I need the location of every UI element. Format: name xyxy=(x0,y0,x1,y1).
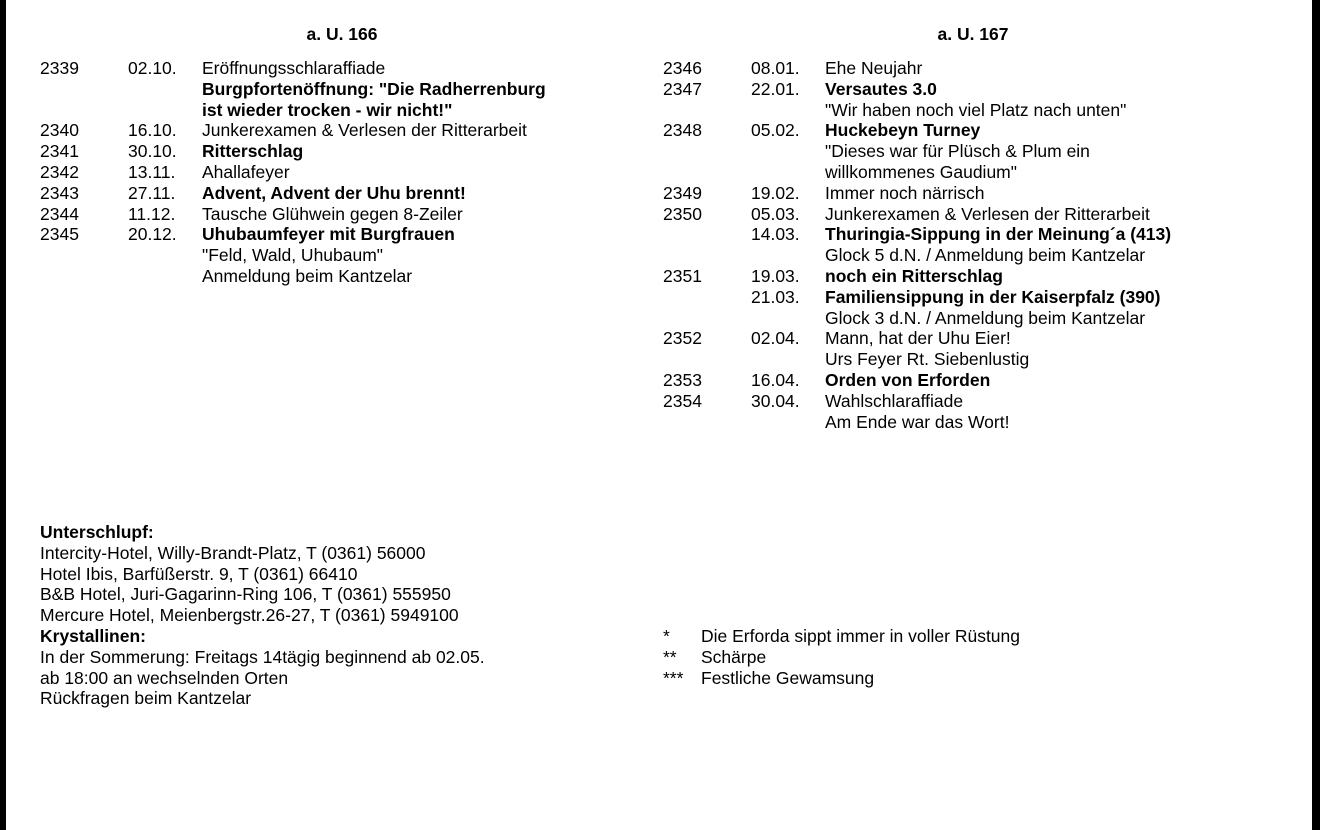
session-number: 2340 xyxy=(40,120,79,141)
session-number xyxy=(663,412,751,433)
session-date: 02.10. xyxy=(128,58,177,78)
session-title: Immer noch närrisch xyxy=(825,182,985,203)
schedule-row xyxy=(40,162,546,183)
session-date: 08.01. xyxy=(751,58,800,78)
hotel-entry: Hotel Ibis, Barfüßerstr. 9, T (0361) 66410 xyxy=(40,563,358,584)
footnote xyxy=(663,626,1020,647)
schedule-row xyxy=(40,266,546,287)
session-number xyxy=(40,100,128,121)
hotel-entry: B&B Hotel, Juri-Gagarinn-Ring 106, T (0361) 555950 xyxy=(40,584,451,605)
session-number: 2346 xyxy=(663,58,702,78)
footnote-text: Die Erforda sippt immer in voller Rüstung xyxy=(701,626,1021,646)
footnote-marker: ** xyxy=(663,646,677,667)
session-number: 2347 xyxy=(663,78,702,99)
session-title: Junkerexamen & Verlesen der Ritterarbeit xyxy=(202,120,527,141)
session-date xyxy=(751,412,825,433)
schedule-row xyxy=(663,391,1171,412)
schedule-row xyxy=(40,79,546,100)
session-number xyxy=(663,100,751,121)
session-date xyxy=(128,245,202,266)
session-title: ist wieder trocken - wir nicht!" xyxy=(202,99,453,120)
session-number: 2344 xyxy=(40,203,79,224)
session-number: 2348 xyxy=(663,120,702,141)
session-title: Glock 5 d.N. / Anmeldung beim Kantzelar xyxy=(825,245,1146,266)
session-date: 05.02. xyxy=(751,120,800,141)
session-number xyxy=(663,141,751,162)
footnote xyxy=(663,668,1020,689)
footnote-marker: * xyxy=(663,626,670,646)
schedule-row xyxy=(40,100,546,121)
session-date: 16.04. xyxy=(751,369,800,390)
schedule-row xyxy=(663,141,1171,162)
session-title: noch ein Ritterschlag xyxy=(825,265,1003,286)
session-title: Ahallafeyer xyxy=(202,161,290,182)
unterschlupf-heading: Unterschlupf: xyxy=(40,522,154,542)
session-date xyxy=(751,308,825,329)
session-number xyxy=(663,308,751,329)
session-date xyxy=(128,100,202,121)
session-title: Huckebeyn Turney xyxy=(825,120,981,141)
hotel-entry: Mercure Hotel, Meienbergstr.26-27, T (0361) 5949100 xyxy=(40,605,459,626)
session-title: willkommenes Gaudium" xyxy=(825,161,1017,182)
krystallinen-line: In der Sommerung: Freitags 14tägig beginnend ab 02.05. xyxy=(40,646,485,667)
session-number xyxy=(663,349,751,370)
session-title: Urs Feyer Rt. Siebenlustig xyxy=(825,349,1030,370)
schedule-row xyxy=(663,183,1171,204)
schedule-row xyxy=(663,58,1171,79)
session-number: 2352 xyxy=(663,328,702,349)
session-number xyxy=(40,266,128,287)
schedule-row xyxy=(663,328,1171,349)
session-date: 11.12. xyxy=(128,203,176,224)
session-number: 2353 xyxy=(663,369,702,390)
session-date: 16.10. xyxy=(128,120,177,141)
footnote-text: Festliche Gewamsung xyxy=(701,667,875,688)
session-title: Eröffnungsschlaraffiade xyxy=(202,58,386,78)
schedule-row xyxy=(663,204,1171,225)
session-title: Uhubaumfeyer mit Burgfrauen xyxy=(202,224,455,245)
session-date xyxy=(751,245,825,266)
session-date: 19.02. xyxy=(751,182,800,203)
session-date: 21.03. xyxy=(751,286,800,307)
session-title: Advent, Advent der Uhu brennt! xyxy=(202,182,466,203)
column-title-left: a. U. 166 xyxy=(306,24,378,44)
column-title-right: a. U. 167 xyxy=(937,24,1009,44)
footnote-marker: *** xyxy=(663,667,684,688)
schedule-rows-right xyxy=(663,58,1171,432)
session-date: 19.03. xyxy=(751,265,800,286)
schedule-row xyxy=(663,120,1171,141)
session-title: Ehe Neujahr xyxy=(825,58,923,78)
session-title: "Feld, Wald, Uhubaum" xyxy=(202,245,384,266)
session-date xyxy=(128,266,202,287)
session-number: 2339 xyxy=(40,58,79,78)
session-title: Anmeldung beim Kantzelar xyxy=(202,265,413,286)
session-title: Am Ende war das Wort! xyxy=(825,411,1010,432)
session-number: 2345 xyxy=(40,224,79,245)
session-title: "Wir haben noch viel Platz nach unten" xyxy=(825,99,1127,120)
footnote-text: Schärpe xyxy=(701,646,767,667)
session-date: 30.10. xyxy=(128,141,177,162)
schedule-row xyxy=(663,162,1171,183)
session-date: 05.03. xyxy=(751,203,800,224)
session-number xyxy=(663,287,751,308)
schedule-row xyxy=(663,370,1171,391)
schedule-rows-left xyxy=(40,58,546,287)
schedule-row xyxy=(663,349,1171,370)
schedule-row xyxy=(663,412,1171,433)
schedule-row xyxy=(663,308,1171,329)
session-number: 2342 xyxy=(40,161,79,182)
session-title: Junkerexamen & Verlesen der Ritterarbeit xyxy=(825,203,1150,224)
session-date: 14.03. xyxy=(751,224,800,245)
session-date: 27.11. xyxy=(128,182,176,203)
session-number: 2351 xyxy=(663,265,702,286)
session-title: Orden von Erforden xyxy=(825,369,991,390)
session-date xyxy=(751,141,825,162)
session-number xyxy=(40,245,128,266)
session-title: Wahlschlaraffiade xyxy=(825,390,964,411)
session-number: 2341 xyxy=(40,141,79,162)
schedule-row xyxy=(40,141,546,162)
session-date: 02.04. xyxy=(751,328,800,349)
schedule-row xyxy=(40,58,546,79)
footnote xyxy=(663,647,1020,668)
schedule-row xyxy=(663,266,1171,287)
schedule-row xyxy=(40,224,546,245)
schedule-row xyxy=(663,245,1171,266)
session-number: 2349 xyxy=(663,182,702,203)
session-date: 13.11. xyxy=(128,161,176,182)
session-date xyxy=(751,100,825,121)
session-date xyxy=(128,79,202,100)
hotel-entry: Intercity-Hotel, Willy-Brandt-Platz, T (0361) 56000 xyxy=(40,542,426,563)
schedule-row xyxy=(40,183,546,204)
session-date: 30.04. xyxy=(751,390,800,411)
krystallinen-line: ab 18:00 an wechselnden Orten xyxy=(40,667,289,688)
session-date: 20.12. xyxy=(128,224,177,245)
schedule-row xyxy=(40,245,546,266)
schedule-row xyxy=(663,287,1171,308)
session-number xyxy=(40,79,128,100)
schedule-row xyxy=(40,204,546,225)
session-number: 2350 xyxy=(663,203,702,224)
session-title: Versautes 3.0 xyxy=(825,78,937,99)
session-date xyxy=(751,349,825,370)
session-title: Glock 3 d.N. / Anmeldung beim Kantzelar xyxy=(825,307,1146,328)
session-title: Thuringia-Sippung in der Meinung´a (413) xyxy=(825,224,1172,245)
footnotes xyxy=(663,626,1020,688)
session-number xyxy=(663,224,751,245)
session-title: Ritterschlag xyxy=(202,141,304,162)
session-date: 22.01. xyxy=(751,78,800,99)
document-page xyxy=(6,0,1312,830)
schedule-row xyxy=(663,79,1171,100)
session-title: Familiensippung in der Kaiserpfalz (390) xyxy=(825,286,1161,307)
session-date xyxy=(751,162,825,183)
krystallinen-heading: Krystallinen: xyxy=(40,625,146,646)
session-title: "Dieses war für Plüsch & Plum ein xyxy=(825,141,1090,162)
session-title: Mann, hat der Uhu Eier! xyxy=(825,328,1011,349)
schedule-row xyxy=(40,120,546,141)
session-title: Burgpfortenöffnung: "Die Radherrenburg xyxy=(202,78,546,99)
session-title: Tausche Glühwein gegen 8-Zeiler xyxy=(202,203,463,224)
info-block xyxy=(40,522,485,709)
session-number xyxy=(663,245,751,266)
schedule-row xyxy=(663,100,1171,121)
schedule-row xyxy=(663,224,1171,245)
session-number: 2354 xyxy=(663,390,702,411)
krystallinen-line: Rückfragen beim Kantzelar xyxy=(40,688,252,709)
session-number: 2343 xyxy=(40,182,79,203)
session-number xyxy=(663,162,751,183)
